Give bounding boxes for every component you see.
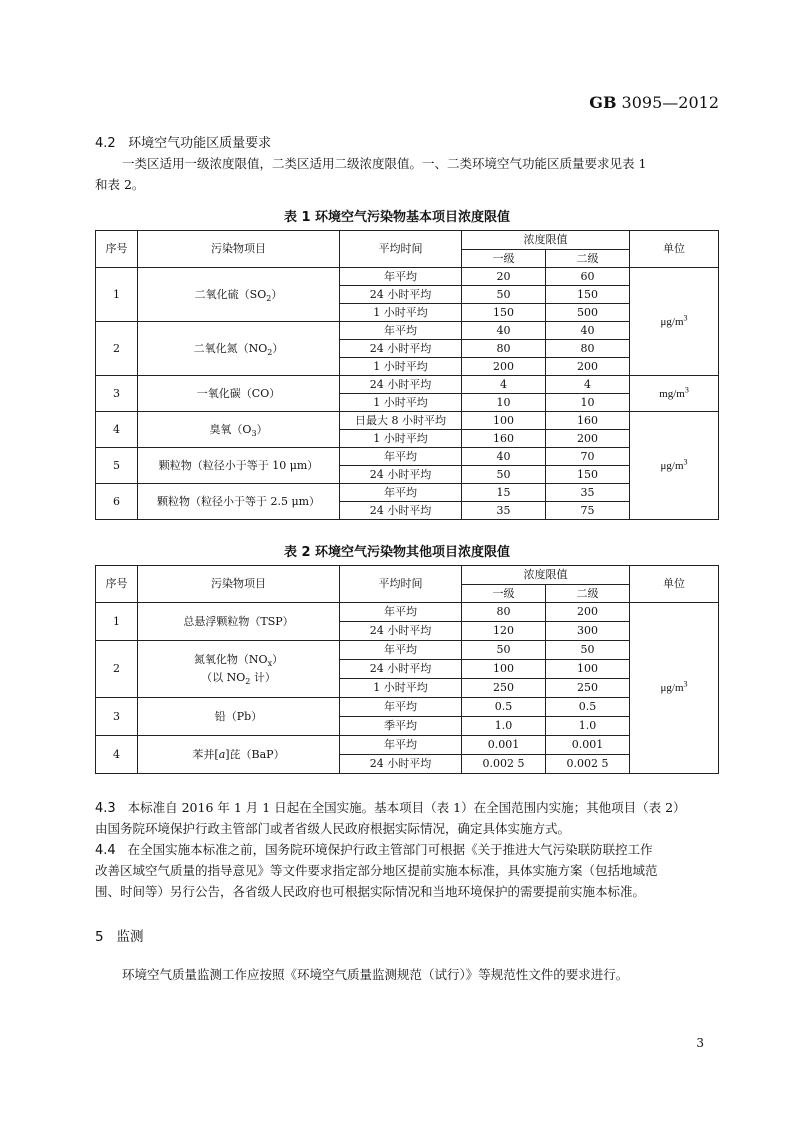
grade2-value: 4 [546,376,630,394]
table2 [95,565,719,774]
grade1-value: 80 [462,603,546,622]
grade1-value: 80 [462,340,546,358]
averaging-time: 年平均 [340,698,462,717]
unit-text: μg/m [660,682,684,694]
pollutant-text: 苯并[ [192,747,219,761]
page-number: 3 [696,1036,704,1050]
pollutant-name [138,268,340,322]
pollutant-line1 [138,651,339,669]
grade2-value: 500 [546,304,630,322]
grade2-value: 200 [546,603,630,622]
grade1-value: 10 [462,394,546,412]
averaging-time: 年平均 [340,448,462,466]
standard-code [589,93,719,112]
averaging-time: 1 小时平均 [340,679,462,698]
grade2-value: 75 [546,502,630,520]
pollutant-note-end: 计） [250,671,276,684]
pollutant-subscript: x [267,659,273,669]
row-number: 1 [96,268,138,322]
grade2-value: 250 [546,679,630,698]
pollutant-text-end: ） [256,422,268,436]
pollutant-text-end: ） [272,653,284,666]
row-number: 4 [96,736,138,774]
table-row [96,736,719,755]
grade1-value: 250 [462,679,546,698]
unit-superscript: 3 [683,679,688,689]
grade1-value: 150 [462,304,546,322]
section-text: 本标准自 2016 年 1 月 1 日起在全国实施。基本项目（表 1）在全国范围内实施；其他项目（表 2） [127,800,686,815]
row-number: 2 [96,641,138,698]
section-4-4-line3: 围、时间等）另行公告，各省级人民政府也可根据实际情况和当地环境保护的需要提前实施本标准。 [95,884,646,899]
section-4-3-line2: 由国务院环境保护行政主管部门或者省级人民政府根据实际情况，确定具体实施方式。 [95,821,571,836]
averaging-time: 24 小时平均 [340,466,462,484]
averaging-time: 24 小时平均 [340,755,462,774]
table2-header-grade2: 二级 [546,585,630,603]
grade2-value: 40 [546,322,630,340]
grade1-value: 15 [462,484,546,502]
pollutant-subscript: 2 [266,293,272,303]
row-number: 5 [96,448,138,484]
section-5-text: 环境空气质量监测工作应按照《环境空气质量监测规范（试行）》等规范性文件的要求进行。 [122,967,629,982]
grade1-value: 200 [462,358,546,376]
grade2-value: 50 [546,641,630,660]
averaging-time: 年平均 [340,484,462,502]
row-number: 6 [96,484,138,520]
unit-superscript: 3 [684,384,689,394]
grade2-value: 70 [546,448,630,466]
table2-header-item: 污染物项目 [138,566,340,603]
grade2-value: 10 [546,394,630,412]
pollutant-name [138,641,340,698]
section-text: 在全国实施本标准之前，国务院环境保护行政主管部门可根据《关于推进大气污染联防联控工作 [127,842,653,857]
pollutant-text-end: ]芘（BaP） [225,747,285,761]
averaging-time: 季平均 [340,717,462,736]
averaging-time: 年平均 [340,736,462,755]
pollutant-note-subscript: 2 [245,677,251,687]
grade2-value: 35 [546,484,630,502]
table-row [96,268,719,286]
grade1-value: 1.0 [462,717,546,736]
table1 [95,230,719,520]
averaging-time: 24 小时平均 [340,286,462,304]
row-number: 3 [96,376,138,412]
pollutant-text-end: ） [271,287,283,301]
averaging-time: 1 小时平均 [340,430,462,448]
section-number: 4.3 [95,801,116,816]
grade1-value: 20 [462,268,546,286]
table2-header-unit: 单位 [630,566,719,603]
unit-cell [630,376,719,412]
section-title: 环境空气功能区质量要求 [128,136,272,151]
row-number: 4 [96,412,138,448]
grade2-value: 300 [546,622,630,641]
standard-code-number: 3095—2012 [616,93,719,112]
grade1-value: 0.002 5 [462,755,546,774]
pollutant-subscript: 3 [251,428,257,438]
unit-cell [630,268,719,376]
grade1-value: 50 [462,641,546,660]
grade1-value: 50 [462,466,546,484]
row-number: 1 [96,603,138,641]
averaging-time: 24 小时平均 [340,376,462,394]
averaging-time: 24 小时平均 [340,622,462,641]
table2-caption: 表 2 环境空气污染物其他项目浓度限值 [283,545,511,560]
table-row [96,412,719,430]
grade1-value: 0.001 [462,736,546,755]
unit-text: mg/m [659,387,685,400]
section-4-4-line2: 改善区域空气质量的指导意见》等文件要求指定部分地区提前实施本标准，具体实施方案（包括地域范 [95,863,658,878]
pollutant-name: 颗粒物（粒径小于等于 10 μm） [138,448,340,484]
pollutant-name: 总悬浮颗粒物（TSP） [138,603,340,641]
unit-superscript: 3 [683,312,688,322]
pollutant-name: 铅（Pb） [138,698,340,736]
pollutant-text: 二氧化硫（SO [194,287,267,301]
grade2-value: 200 [546,430,630,448]
section-title: 监测 [116,929,144,945]
grade1-value: 50 [462,286,546,304]
grade1-value: 40 [462,322,546,340]
averaging-time: 日最大 8 小时平均 [340,412,462,430]
grade2-value: 1.0 [546,717,630,736]
table1-caption: 表 1 环境空气污染物基本项目浓度限值 [283,210,511,225]
section-4-2-heading [95,132,271,151]
table-row [96,641,719,660]
table-row [96,376,719,394]
table1-header-grade1: 一级 [462,250,546,268]
averaging-time: 年平均 [340,268,462,286]
pollutant-text-end: ） [272,341,284,355]
table-row [96,448,719,466]
averaging-time: 1 小时平均 [340,394,462,412]
section-4-2-line2: 和表 2。 [95,177,145,192]
grade2-value: 200 [546,358,630,376]
grade2-value: 60 [546,268,630,286]
unit-text: μg/m [660,315,684,328]
grade1-value: 40 [462,448,546,466]
grade2-value: 160 [546,412,630,430]
table-row [96,603,719,622]
grade1-value: 160 [462,430,546,448]
grade2-value: 150 [546,286,630,304]
table1-header-time: 平均时间 [340,231,462,268]
table2-header-grade1: 一级 [462,585,546,603]
averaging-time: 1 小时平均 [340,304,462,322]
pollutant-subscript: 2 [267,347,273,357]
unit-superscript: 3 [683,456,688,466]
section-5-heading [95,925,143,945]
averaging-time: 年平均 [340,322,462,340]
grade1-value: 35 [462,502,546,520]
table-row [96,484,719,502]
averaging-time: 年平均 [340,603,462,622]
pollutant-text: 氮氧化物（NO [193,653,268,666]
section-number: 5 [95,929,104,945]
pollutant-text: 二氧化氮（NO [193,341,268,355]
standard-code-prefix: GB [589,93,617,112]
row-number: 2 [96,322,138,376]
pollutant-text: 臭氧（O [209,422,252,436]
averaging-time: 24 小时平均 [340,502,462,520]
grade1-value: 100 [462,412,546,430]
section-number: 4.2 [95,136,116,151]
grade1-value: 100 [462,660,546,679]
averaging-time: 1 小时平均 [340,358,462,376]
section-number: 4.4 [95,843,116,858]
row-number: 3 [96,698,138,736]
section-4-2-line1: 一类区适用一级浓度限值，二类区适用二级浓度限值。一、二类环境空气功能区质量要求见表 1 [122,156,647,171]
grade1-value: 0.5 [462,698,546,717]
pollutant-note: （以 NO [201,671,246,684]
pollutant-line2 [138,669,339,687]
section-4-4-line1 [95,839,653,861]
grade2-value: 0.001 [546,736,630,755]
table2-header-time: 平均时间 [340,566,462,603]
table1-header-limit: 浓度限值 [462,231,630,250]
grade2-value: 150 [546,466,630,484]
pollutant-name [138,412,340,448]
averaging-time: 24 小时平均 [340,340,462,358]
grade1-value: 120 [462,622,546,641]
section-4-3-line1 [95,797,686,819]
grade2-value: 0.5 [546,698,630,717]
grade2-value: 80 [546,340,630,358]
table2-header-no: 序号 [96,566,138,603]
table1-header-no: 序号 [96,231,138,268]
unit-cell [630,412,719,520]
grade1-value: 4 [462,376,546,394]
averaging-time: 年平均 [340,641,462,660]
table-row [96,698,719,717]
pollutant-name [138,322,340,376]
grade2-value: 100 [546,660,630,679]
unit-cell [630,603,719,774]
grade2-value: 0.002 5 [546,755,630,774]
pollutant-name [138,736,340,774]
pollutant-name: 一氧化碳（CO） [138,376,340,412]
table-row [96,322,719,340]
table2-header-limit: 浓度限值 [462,566,630,585]
table1-header-item: 污染物项目 [138,231,340,268]
table1-header-unit: 单位 [630,231,719,268]
unit-text: μg/m [660,459,684,472]
table1-header-grade2: 二级 [546,250,630,268]
pollutant-name: 颗粒物（粒径小于等于 2.5 μm） [138,484,340,520]
averaging-time: 24 小时平均 [340,660,462,679]
pollutant-italic: a [218,747,226,761]
